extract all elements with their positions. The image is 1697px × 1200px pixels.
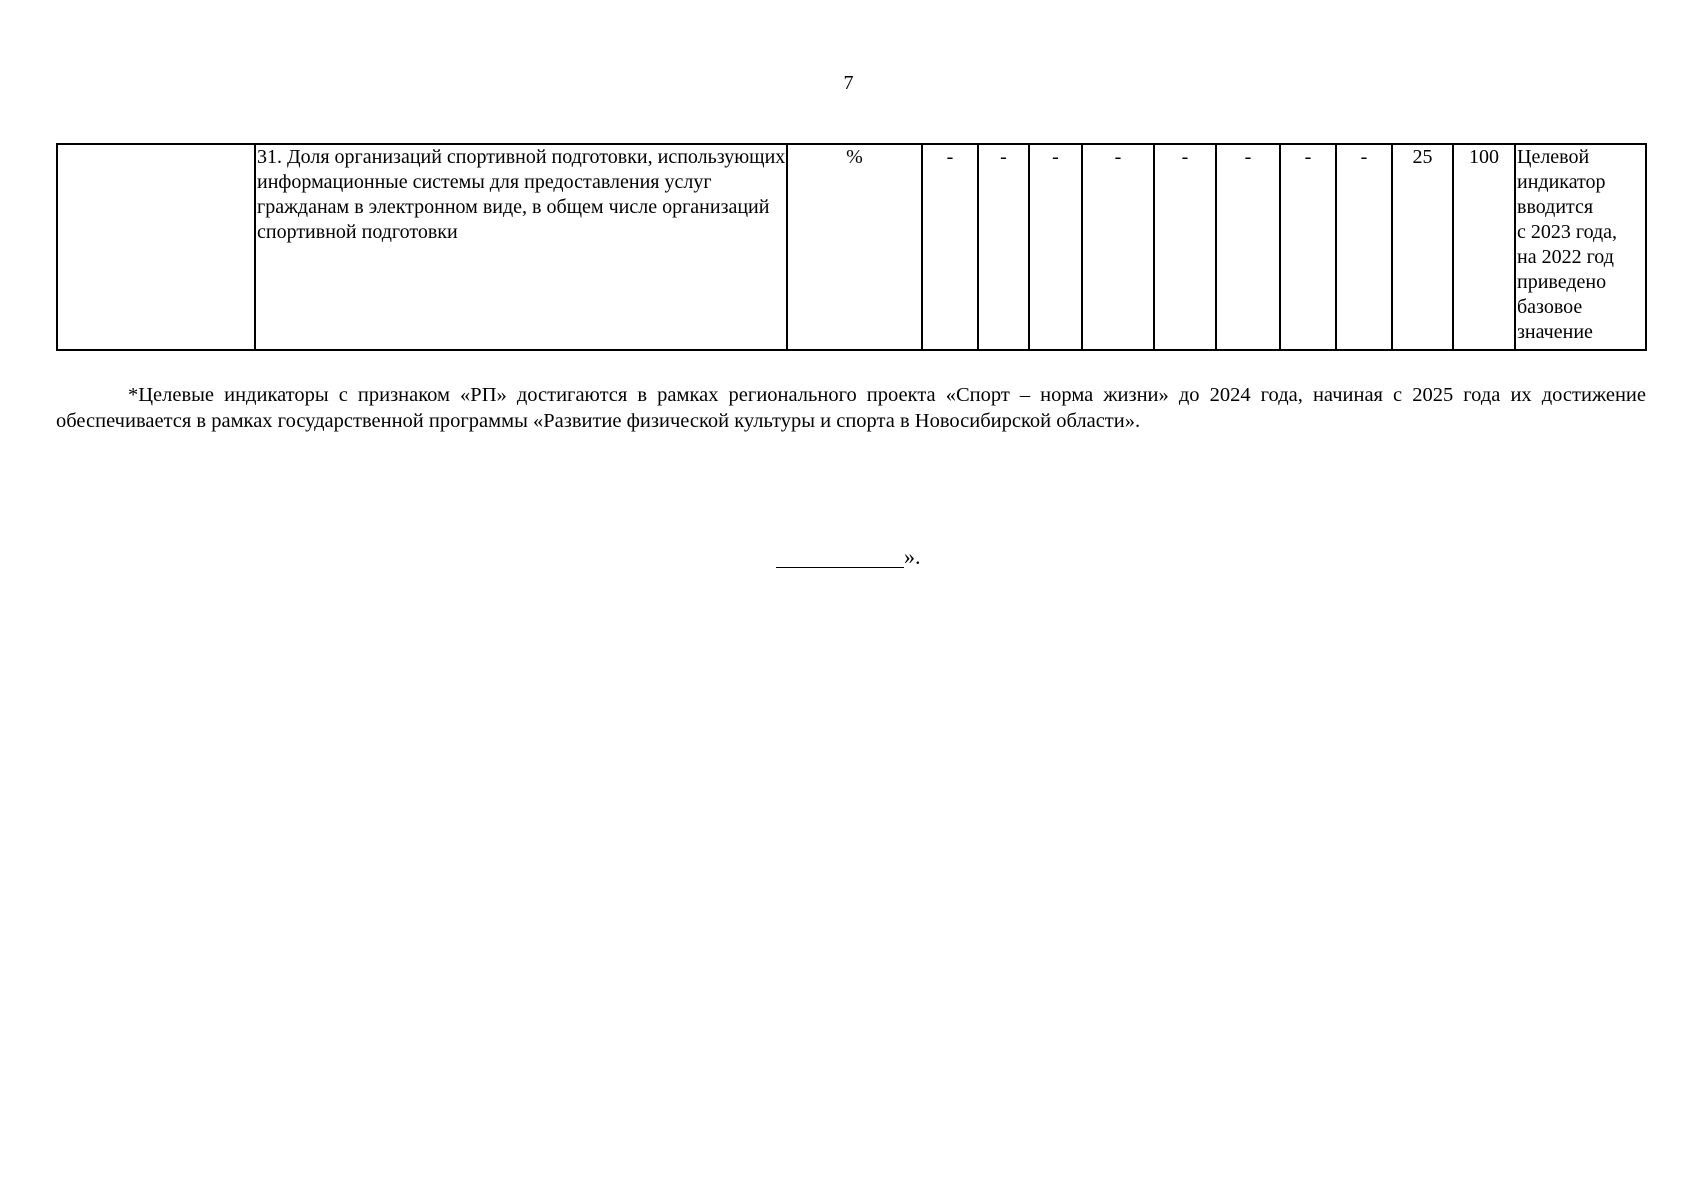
value-cell: - [978, 144, 1029, 350]
indicators-table [56, 143, 1647, 351]
value-cell: - [1154, 144, 1216, 350]
indicator-name: 31. Доля организаций спортивной подготовки, использующих информационные системы для предоставления услуг гражданам в электронном виде, в общем числе организаций спортивной подготовки [255, 144, 787, 350]
empty-cell [57, 144, 255, 350]
closing-quote: ». [904, 544, 921, 569]
signature-line [776, 544, 904, 568]
table-row [57, 144, 1646, 350]
value-cell: - [1216, 144, 1280, 350]
value-cell: - [1029, 144, 1082, 350]
value-cell: 100 [1453, 144, 1515, 350]
value-cell: - [922, 144, 978, 350]
note-cell: Целевой индикатор вводится с 2023 года, на 2022 год приведено базовое значение [1515, 144, 1646, 350]
value-cell: 25 [1392, 144, 1453, 350]
closing-mark [776, 544, 921, 570]
value-cell: - [1280, 144, 1336, 350]
page-number: 7 [843, 72, 854, 94]
value-cell: - [1082, 144, 1154, 350]
footnote: *Целевые индикаторы с признаком «РП» достигаются в рамках регионального проекта «Спорт – норма жизни» до 2024 года, начиная с 2025 года их достижение обеспечивается в рамках государственной программы «Развитие физической культуры и спорта в Новосибирской области». [56, 384, 1646, 432]
value-cell: - [1336, 144, 1392, 350]
unit-cell: % [787, 144, 922, 350]
